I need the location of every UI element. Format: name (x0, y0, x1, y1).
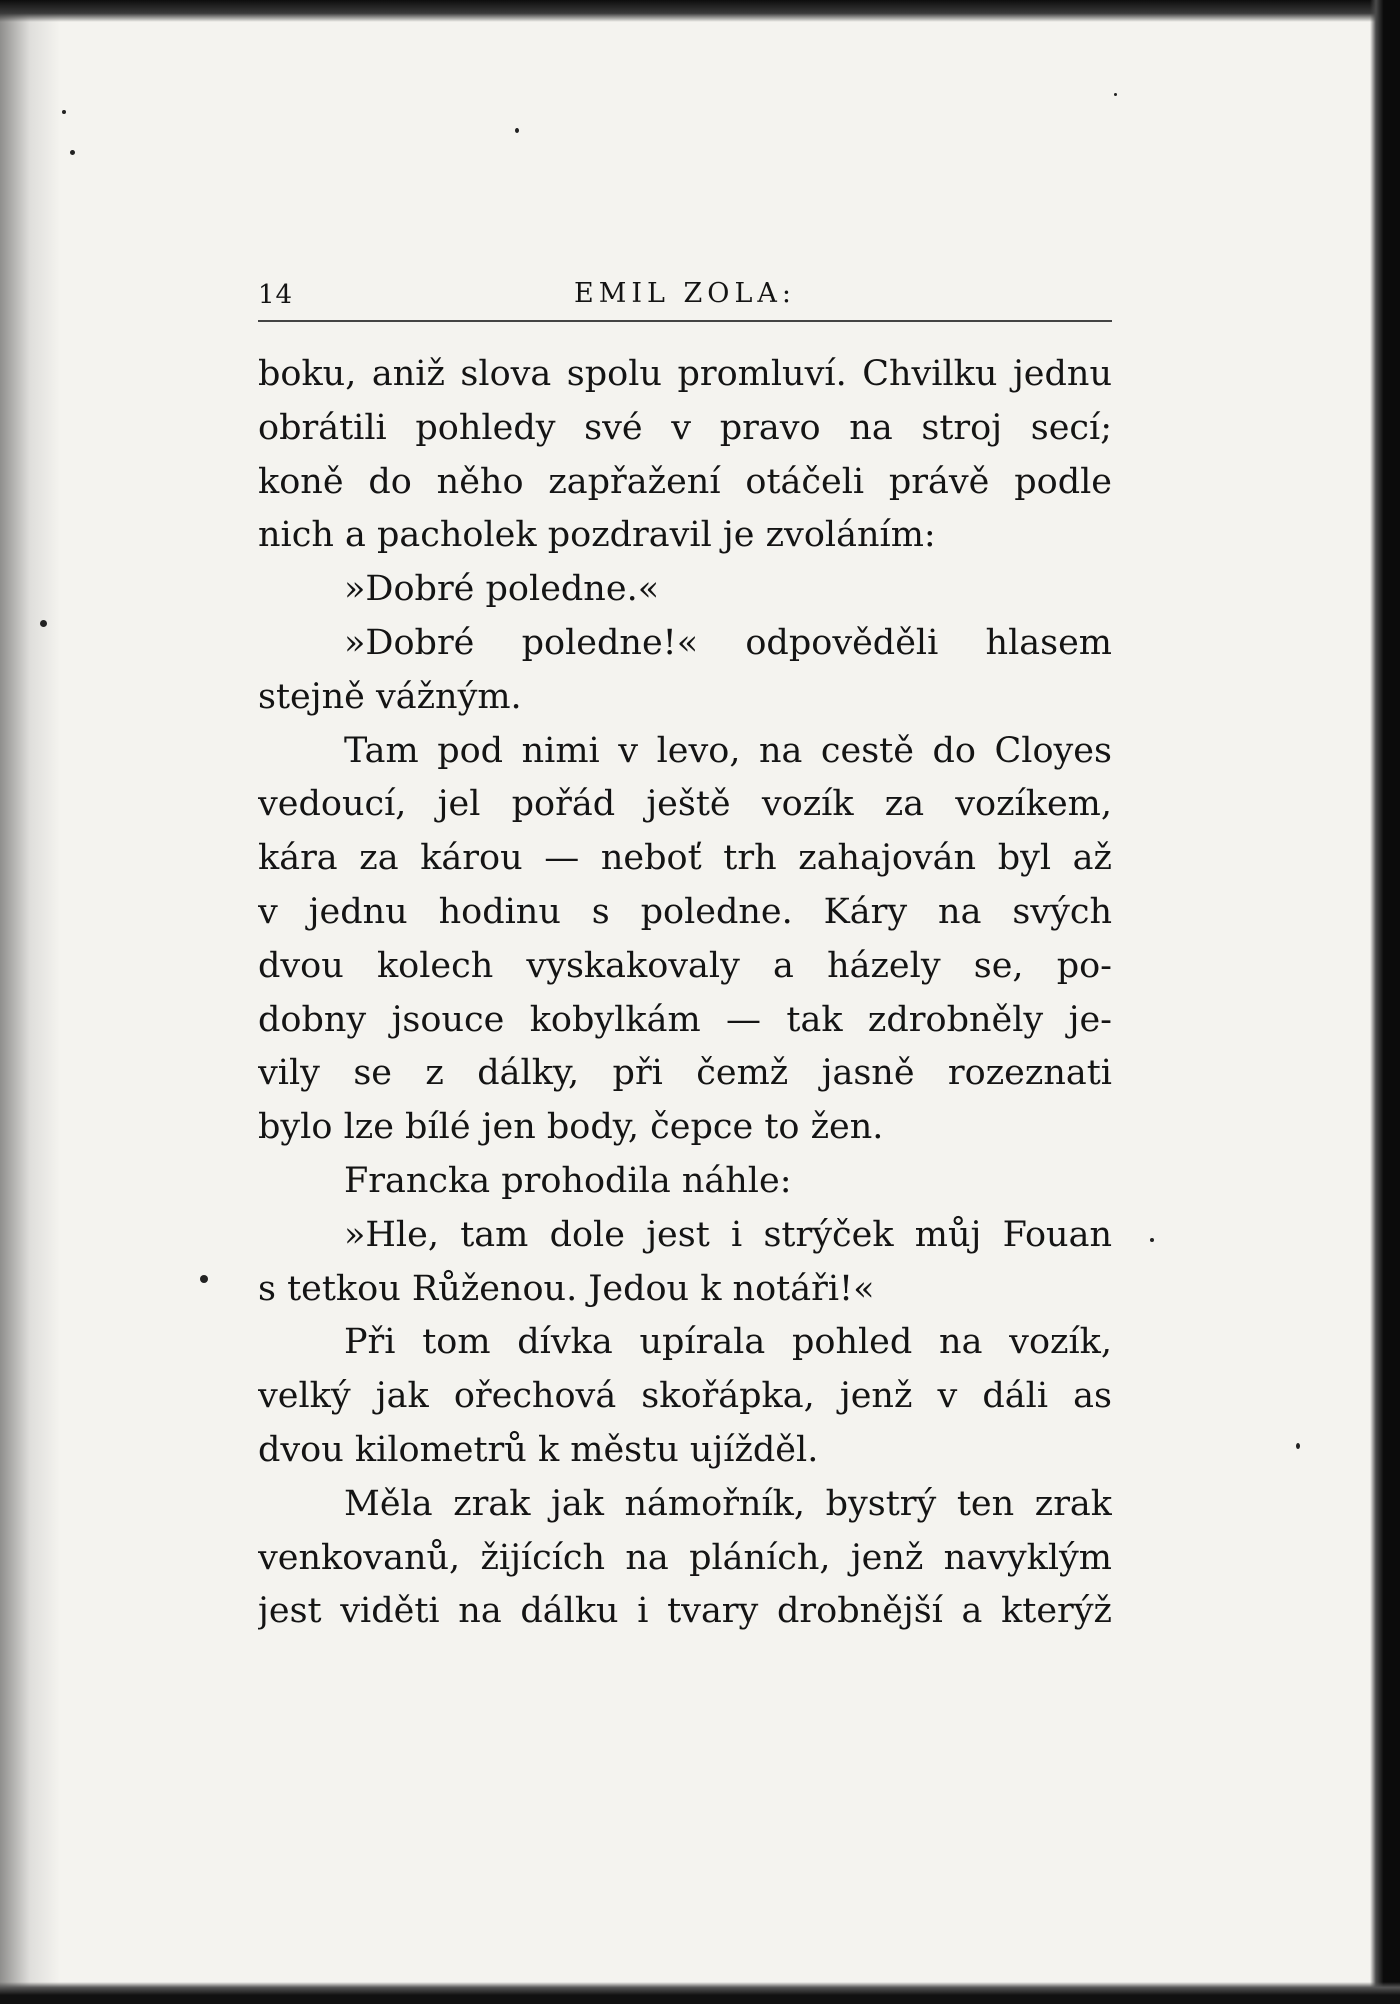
book-page (258, 270, 1112, 1639)
text-line: velký jak ořechová skořápka, jenž v dáli as (258, 1376, 1112, 1417)
text-line: Při tom dívka upírala pohled na vozík, (344, 1322, 1112, 1363)
text-line: Měla zrak jak námořník, bystrý ten zrak (344, 1483, 1112, 1524)
text-line: Francka prohodila náhle: (344, 1160, 792, 1201)
scan-speck (70, 150, 75, 155)
text-line: koně do něho zapřažení otáčeli právě podle (258, 461, 1112, 502)
left-edge-shadow (0, 0, 60, 2004)
text-line: dvou kilometrů k městu ujížděl. (258, 1429, 819, 1470)
header-rule (258, 320, 1112, 322)
text-line: vedoucí, jel pořád ještě vozík za vozíkem, (258, 784, 1112, 825)
text-line: venkovanů, žijících na pláních, jenž navyklým (258, 1537, 1112, 1578)
text-line: stejně vážným. (258, 676, 522, 717)
text-line: nich a pacholek pozdravil je zvoláním: (258, 515, 936, 556)
scan-speck (200, 1275, 208, 1283)
scan-speck (1114, 93, 1117, 96)
text-line: jest viděti na dálku i tvary drobnější a kterýž (258, 1591, 1112, 1632)
text-line: Tam pod nimi v levo, na cestě do Cloyes (344, 730, 1112, 771)
text-line: vily se z dálky, při čemž jasně rozeznati (258, 1053, 1112, 1094)
text-line: bylo lze bílé jen body, čepce to žen. (258, 1107, 884, 1148)
page-number: 14 (258, 280, 294, 310)
text-line: v jednu hodinu s poledne. Káry na svých (258, 891, 1112, 932)
text-line: s tetkou Růženou. Jedou k notáři!« (258, 1268, 875, 1309)
scan-speck (1296, 1443, 1300, 1449)
text-line: »Dobré poledne.« (344, 569, 660, 610)
page-header (258, 270, 1112, 316)
text-line: »Hle, tam dole jest i strýček můj Fouan (344, 1214, 1112, 1255)
scan-speck (515, 128, 519, 133)
bottom-edge-border (0, 1982, 1400, 2004)
text-line: »Dobré poledne!« odpověděli hlasem (344, 622, 1112, 663)
body-text (258, 348, 1112, 1639)
scan-speck (1150, 1238, 1154, 1242)
text-line: dobny jsouce kobylkám — tak zdrobněly je- (258, 999, 1112, 1040)
top-edge-border (0, 0, 1400, 22)
running-head: EMIL ZOLA: (574, 278, 796, 309)
text-line: kára za károu — neboť trh zahajován byl až (258, 838, 1112, 879)
text-line: obrátili pohledy své v pravo na stroj secí; (258, 407, 1112, 448)
right-edge-border (1370, 0, 1400, 2004)
text-line: boku, aniž slova spolu promluví. Chvilku jednu (258, 354, 1112, 394)
text-line: dvou kolech vyskakovaly a házely se, po- (258, 945, 1112, 986)
scan-speck (62, 110, 66, 114)
scan-speck (40, 620, 47, 627)
